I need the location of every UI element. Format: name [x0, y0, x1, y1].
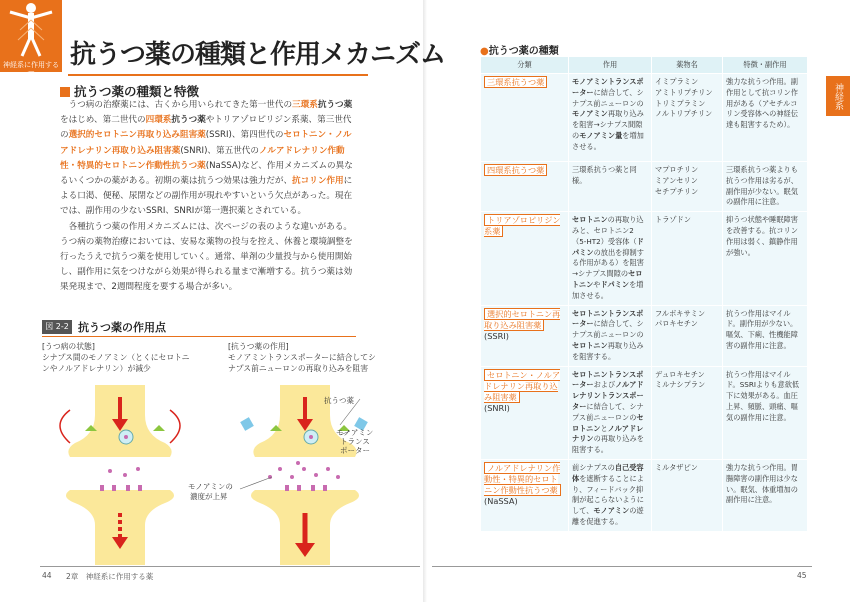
page-number-left: 44: [42, 571, 52, 580]
caption-drug-action: [抗うつ薬の作用] モノアミントランスポーターに結合してシナプス前ニューロンの再取り込みを阻害: [228, 342, 376, 373]
chapter-corner-badge: [0, 0, 62, 79]
class-cell: 選択的セロトニン再取り込み阻害薬 (SSRI): [481, 305, 569, 366]
action-cell: モノアミントランスポーターに結合して、シナプス前ニューロンのモノアミン再取り込みを阻害→シナプス間隙のモノアミン量を増加させる。: [569, 74, 652, 162]
label-transporter-2: トランス: [340, 437, 370, 446]
transporter-left-b: [153, 425, 165, 431]
paragraph-1: うつ病の治療薬には、古くから用いられてきた第一世代の三環系抗うつ薬をはじめ、第二世代の四環系抗うつ薬やトリアゾロピリジン系薬、第三世代の選択的セロトニン再取り込み阻害薬(SSRI)、第四世代のセロトニン・ノルアドレナリン再取り込み阻害薬(SNRI)、第五世代のノルアドレナリン作動性・特異的セロトニン作動性抗うつ薬(NaSSA)など、作用メカニズムの異なるいくつかの薬がある。初期の薬は抗うつ効果は強力だが、抗コリン作用による口渇、便秘、尿閉などの副作用が現れやすいという欠点があった。現在では、副作用の少ないSSRI、SNRIが第一選択薬とされている。: [60, 100, 353, 217]
table-row: [481, 305, 808, 366]
bullet-dot-icon: ●: [480, 46, 489, 57]
monoamine-dots-left: [108, 467, 140, 477]
drug-cell: トラゾドン: [652, 212, 723, 305]
label-drug: 抗うつ薬: [324, 396, 354, 405]
side-tab: 神経系: [826, 76, 850, 116]
label-rise-1: モノアミンの: [188, 482, 233, 491]
footer-chapter: 2章 神経系に作用する薬: [66, 572, 154, 581]
class-cell: トリアゾロピリジン系薬: [481, 212, 569, 305]
class-cell: 三環系抗うつ薬: [481, 74, 569, 162]
table-row: [481, 459, 808, 531]
page-gutter: [423, 0, 427, 602]
class-cell: セロトニン・ノルアドレナリン再取り込み阻害薬 (SNRI): [481, 366, 569, 459]
drug-cell: イミプラミン アミトリプチリン トリミプラミン ノルトリプチリン: [652, 74, 723, 162]
drug-cell: デュロキセチン ミルナシプラン: [652, 366, 723, 459]
col-header: 分類: [481, 57, 569, 74]
footer-rule-right: [432, 566, 812, 567]
feature-cell: 強力な抗うつ作用。副作用として抗コリン作用がある（アセチルコリン受容体への神経伝達も阻害するため）。: [723, 74, 808, 162]
label-transporter-3: ポーター: [340, 446, 370, 455]
table-heading: ●抗うつ薬の種類: [480, 46, 559, 57]
title-underline: [68, 74, 368, 76]
monoamine-dots-right: [268, 461, 340, 479]
feature-cell: 抑うつ状態や睡眠障害を改善する。抗コリン作用は弱く、鎮静作用が強い。: [723, 212, 808, 305]
human-body-icon: [0, 0, 62, 58]
square-bullet-icon: [60, 87, 70, 97]
table-row: [481, 212, 808, 305]
action-cell: セロトニンの再取り込みと、セロトニン2（5-HT2）受容体（ドパミンの放出を抑制する作用がある）を阻害→シナプス間隙のセロトニンやドパミンを増加させる。: [569, 212, 652, 305]
feature-cell: 抗うつ作用はマイルド。SSRIよりも意欲低下に効果がある。血圧上昇、頻脈、頭痛、嘔気の副作用に注意。: [723, 366, 808, 459]
col-header: 特徴・副作用: [723, 57, 808, 74]
action-cell: セロトニントランスポーターおよびノルアドレナリントランスポーターに結合して、シナプス前ニューロンのセロトニンとノルアドレナリンの再取り込みを阻害する。: [569, 366, 652, 459]
action-cell: 三環系抗うつ薬と同様。: [569, 162, 652, 212]
body-text: [60, 98, 356, 296]
label-transporter-1: モノアミン: [336, 428, 374, 437]
figure-title: 抗うつ薬の作用点: [78, 321, 166, 334]
antidepressant-table: [480, 56, 808, 532]
paragraph-2: 各種抗うつ薬の作用メカニズムには、次ページの表のような違いがある。うつ病の薬物治療においては、安易な薬物の投与を控え、休養と環境調整を行ったうえで抗うつ薬を使用していく。通常、単剤の少量投与から使用開始し、副作用に気をつけながら効果が得られる量まで漸増する。抗うつ薬は効果発現まで、2週間程度を要する場合が多い。: [60, 221, 353, 293]
caption-depression: [うつ病の状態] シナプス間のモノアミン（とくにセロトニンやノルアドレナリン）が減少: [42, 342, 190, 373]
table-row: [481, 162, 808, 212]
table-row: [481, 366, 808, 459]
figure-number: 図 2-2: [42, 320, 72, 334]
table-row: [481, 74, 808, 162]
col-header: 作用: [569, 57, 652, 74]
page-title: 抗うつ薬の種類と作用メカニズム: [70, 40, 446, 70]
feature-cell: 抗うつ作用はマイルド。副作用が少ない。嘔気、下痢、性機能障害の副作用に注意。: [723, 305, 808, 366]
action-cell: セロトニントランスポーターに結合して、シナプス前ニューロンのセロトニン再取り込みを阻害する。: [569, 305, 652, 366]
feature-cell: 三環系抗うつ薬よりも抗うつ作用は劣るが、副作用が少ない。眠気の副作用に注意。: [723, 162, 808, 212]
table-header-row: [481, 57, 808, 74]
label-rise-2: 濃度が上昇: [190, 492, 228, 501]
figure-header: [42, 318, 356, 337]
drug-block-left: [240, 417, 254, 431]
col-header: 薬物名: [652, 57, 723, 74]
drug-cell: ミルタザピン: [652, 459, 723, 531]
class-cell: 四環系抗うつ薬: [481, 162, 569, 212]
action-cell: 前シナプスの自己受容体を遮断することにより、フィードバック抑制が起こらないようにして、モノアミンの遊離を促進する。: [569, 459, 652, 531]
chapter-label: 神経系に作用する薬: [3, 61, 59, 79]
synapse-diagram: [40, 385, 420, 565]
feature-cell: 強力な抗うつ作用。胃腸障害の副作用は少ない。眠気、体重増加の副作用に注意。: [723, 459, 808, 531]
reuptake-arrow-left: [60, 410, 70, 443]
page-number-right: 45: [797, 571, 807, 580]
footer-rule-left: [40, 566, 420, 567]
drug-cell: フルボキサミン パロキセチン: [652, 305, 723, 366]
drug-cell: マプロチリン ミアンセリン セチプチリン: [652, 162, 723, 212]
class-cell: ノルアドレナリン作動性・特異的セロトニン作動性抗うつ薬 (NaSSA): [481, 459, 569, 531]
reuptake-arrow-right: [170, 410, 180, 443]
section-heading: 抗うつ薬の種類と特徴: [60, 82, 199, 100]
